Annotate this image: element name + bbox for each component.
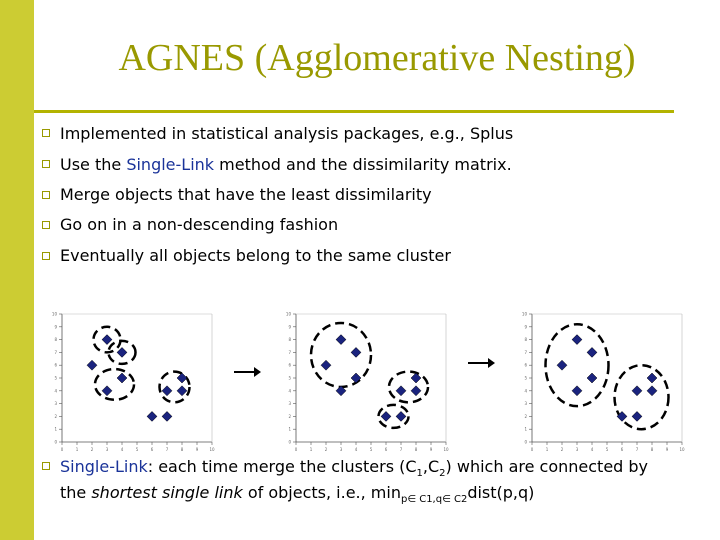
y-tick-label: 3 <box>288 401 291 407</box>
x-tick-label: 1 <box>309 447 313 452</box>
x-tick-label: 6 <box>620 447 624 452</box>
data-point <box>162 411 172 421</box>
bullet-text-3: Merge objects that have the least dissimilarity <box>60 185 432 204</box>
single-link-definition <box>60 457 660 509</box>
x-tick-label: 6 <box>384 447 388 452</box>
data-point <box>117 373 127 383</box>
x-tick-label: 9 <box>195 447 199 452</box>
bullet-marker <box>42 462 50 470</box>
y-tick-label: 10 <box>286 311 291 317</box>
footer-sub-min: p∈ C1,q∈ C2 <box>400 494 468 506</box>
data-point <box>632 411 642 421</box>
y-tick-label: 3 <box>524 401 527 407</box>
y-tick-label: 4 <box>524 388 527 394</box>
x-tick-label: 4 <box>590 447 594 452</box>
x-tick-label: 3 <box>339 447 343 452</box>
data-point <box>177 373 187 383</box>
x-tick-label: 7 <box>165 447 169 452</box>
y-tick-label: 7 <box>524 349 527 355</box>
footer-sub-2: 2 <box>439 468 446 480</box>
x-tick-label: 10 <box>443 447 449 452</box>
data-point <box>102 335 112 345</box>
x-tick-label: 8 <box>180 447 184 452</box>
data-point <box>336 335 346 345</box>
data-point <box>381 411 391 421</box>
title-underline <box>34 110 674 113</box>
y-tick-label: 5 <box>288 375 291 381</box>
y-tick-label: 2 <box>524 413 527 419</box>
bullet-marker <box>42 221 50 229</box>
y-tick-label: 9 <box>288 324 291 330</box>
data-point <box>87 360 97 370</box>
data-point <box>396 386 406 396</box>
x-tick-label: 3 <box>105 447 109 452</box>
arrow-right-icon <box>232 364 262 380</box>
data-point <box>587 347 597 357</box>
y-tick-label: 9 <box>54 324 57 330</box>
data-point <box>411 373 421 383</box>
data-point <box>587 373 597 383</box>
data-point <box>102 386 112 396</box>
x-tick-label: 4 <box>120 447 124 452</box>
x-tick-label: 2 <box>90 447 94 452</box>
left-accent-bar <box>0 0 34 540</box>
scatter-panel-3 <box>522 308 694 458</box>
bullet-text-5: Eventually all objects belong to the same cluster <box>60 246 451 265</box>
x-tick-label: 10 <box>679 447 685 452</box>
y-tick-label: 1 <box>524 426 527 432</box>
y-tick-label: 8 <box>54 337 57 343</box>
footer-sub-1: 1 <box>416 468 423 480</box>
x-tick-label: 7 <box>399 447 403 452</box>
cluster-boundary <box>95 369 134 400</box>
data-point <box>177 386 187 396</box>
y-tick-label: 3 <box>54 401 57 407</box>
y-tick-label: 10 <box>522 311 527 317</box>
y-tick-label: 4 <box>54 388 57 394</box>
x-tick-label: 6 <box>150 447 154 452</box>
data-point <box>572 335 582 345</box>
x-tick-label: 10 <box>209 447 215 452</box>
y-tick-label: 9 <box>524 324 527 330</box>
data-point <box>647 386 657 396</box>
footer-text-2: ,C <box>422 457 440 476</box>
footer-text-3: ) which are connected by the <box>60 457 649 503</box>
x-tick-label: 5 <box>369 447 373 452</box>
x-tick-label: 0 <box>60 447 64 452</box>
bullet-text-1: Implemented in statistical analysis packages, e.g., Splus <box>60 124 514 143</box>
x-tick-label: 8 <box>650 447 654 452</box>
x-tick-label: 9 <box>665 447 669 452</box>
y-tick-label: 8 <box>524 337 527 343</box>
y-tick-label: 8 <box>288 337 291 343</box>
data-point <box>557 360 567 370</box>
arrow-right-icon <box>466 355 496 371</box>
y-tick-label: 7 <box>54 349 57 355</box>
y-tick-label: 6 <box>288 362 291 368</box>
y-tick-label: 6 <box>54 362 57 368</box>
x-tick-label: 9 <box>429 447 433 452</box>
data-point <box>572 386 582 396</box>
bullet-marker <box>42 252 50 260</box>
x-tick-label: 1 <box>75 447 79 452</box>
footer-text-4: of objects, i.e., min <box>242 483 401 503</box>
x-tick-label: 3 <box>575 447 579 452</box>
bullet-marker <box>42 191 50 199</box>
x-tick-label: 5 <box>135 447 139 452</box>
y-tick-label: 5 <box>54 375 57 381</box>
y-tick-label: 0 <box>524 439 527 445</box>
data-point <box>147 411 157 421</box>
x-tick-label: 0 <box>530 447 534 452</box>
x-tick-label: 2 <box>560 447 564 452</box>
y-tick-label: 5 <box>524 375 527 381</box>
data-point <box>411 386 421 396</box>
y-tick-label: 1 <box>288 426 291 432</box>
x-tick-label: 5 <box>605 447 609 452</box>
bullet-text-4: Go on in a non-descending fashion <box>60 215 339 234</box>
slide-title: AGNES (Agglomerative Nesting) <box>118 37 636 79</box>
footer-highlight: Single-Link <box>60 457 148 476</box>
x-tick-label: 4 <box>354 447 358 452</box>
x-tick-label: 0 <box>294 447 298 452</box>
bullet-text-2-post: method and the dissimilarity matrix. <box>214 155 512 174</box>
scatter-panel-2 <box>286 308 458 458</box>
y-tick-label: 0 <box>288 439 291 445</box>
bullet-marker <box>42 129 50 137</box>
scatter-panel-1 <box>52 308 224 458</box>
y-tick-label: 2 <box>54 413 57 419</box>
x-tick-label: 2 <box>324 447 328 452</box>
footer-text-5: dist(p,q) <box>467 483 535 503</box>
y-tick-label: 6 <box>524 362 527 368</box>
footer-text-1: : each time merge the clusters (C <box>147 457 417 476</box>
data-point <box>647 373 657 383</box>
data-point <box>396 411 406 421</box>
x-tick-label: 1 <box>545 447 549 452</box>
y-tick-label: 1 <box>54 426 57 432</box>
x-tick-label: 7 <box>635 447 639 452</box>
data-point <box>117 347 127 357</box>
cluster-boundary <box>311 323 371 387</box>
cluster-boundary <box>389 372 428 403</box>
footer-emphasis: shortest single link <box>91 483 243 503</box>
data-point <box>162 386 172 396</box>
bullet-text-2-pre: Use the <box>60 155 127 174</box>
bullet-text-2 <box>60 155 512 174</box>
y-tick-label: 7 <box>288 349 291 355</box>
y-tick-label: 4 <box>288 388 291 394</box>
y-tick-label: 0 <box>54 439 57 445</box>
data-point <box>632 386 642 396</box>
single-link-highlight: Single-Link <box>126 155 215 174</box>
x-tick-label: 8 <box>414 447 418 452</box>
bullet-marker <box>42 160 50 168</box>
data-point <box>321 360 331 370</box>
y-tick-label: 2 <box>288 413 291 419</box>
data-point <box>351 347 361 357</box>
y-tick-label: 10 <box>52 311 57 317</box>
